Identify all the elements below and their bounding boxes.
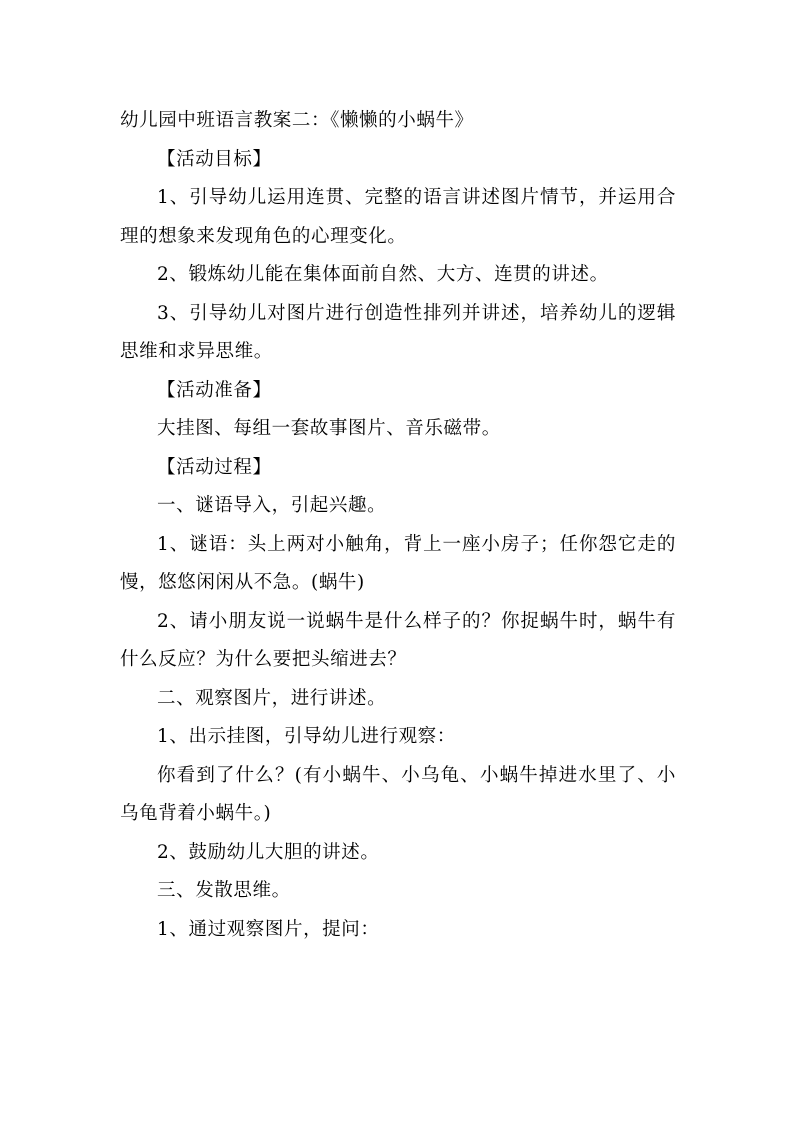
section-heading-goals: 【活动目标】	[157, 148, 272, 170]
section-heading-preparation: 【活动准备】	[157, 379, 272, 401]
paragraph: 3、引导幼儿对图片进行创造性排列并讲述，培养幼儿的逻辑思维和求异思维。	[120, 302, 676, 362]
paragraph: 三、发散思维。	[157, 880, 291, 901]
section-heading-process: 【活动过程】	[157, 456, 272, 478]
paragraph: 1、出示挂图，引导幼儿进行观察：	[157, 726, 456, 747]
paragraph: 2、锻炼幼儿能在集体面前自然、大方、连贯的讲述。	[157, 264, 609, 285]
document-body	[120, 102, 676, 949]
paragraph: 二、观察图片，进行讲述。	[157, 687, 387, 709]
paragraph: 2、请小朋友说一说蜗牛是什么样子的？你捉蜗牛时，蜗牛有什么反应？为什么要把头缩进去？	[120, 610, 676, 670]
paragraph: 1、引导幼儿运用连贯、完整的语言讲述图片情节，并运用合理的想象来发现角色的心理变化。	[120, 187, 676, 247]
paragraph: 大挂图、每组一套故事图片、音乐磁带。	[157, 418, 501, 439]
paragraph: 2、鼓励幼儿大胆的讲述。	[157, 841, 380, 863]
paragraph: 1、通过观察图片，提问：	[157, 918, 380, 940]
paragraph: 你看到了什么？(有小蜗牛、小乌龟、小蜗牛掉进水里了、小乌龟背着小蜗牛。)	[120, 764, 676, 824]
paragraph: 一、谜语导入，引起兴趣。	[157, 495, 387, 516]
paragraph: 1、谜语：头上两对小触角，背上一座小房子；任你怨它走的慢，悠悠闲闲从不急。(蜗牛)	[120, 533, 676, 593]
document-title: 幼儿园中班语言教案二：《懒懒的小蜗牛》	[120, 110, 474, 131]
